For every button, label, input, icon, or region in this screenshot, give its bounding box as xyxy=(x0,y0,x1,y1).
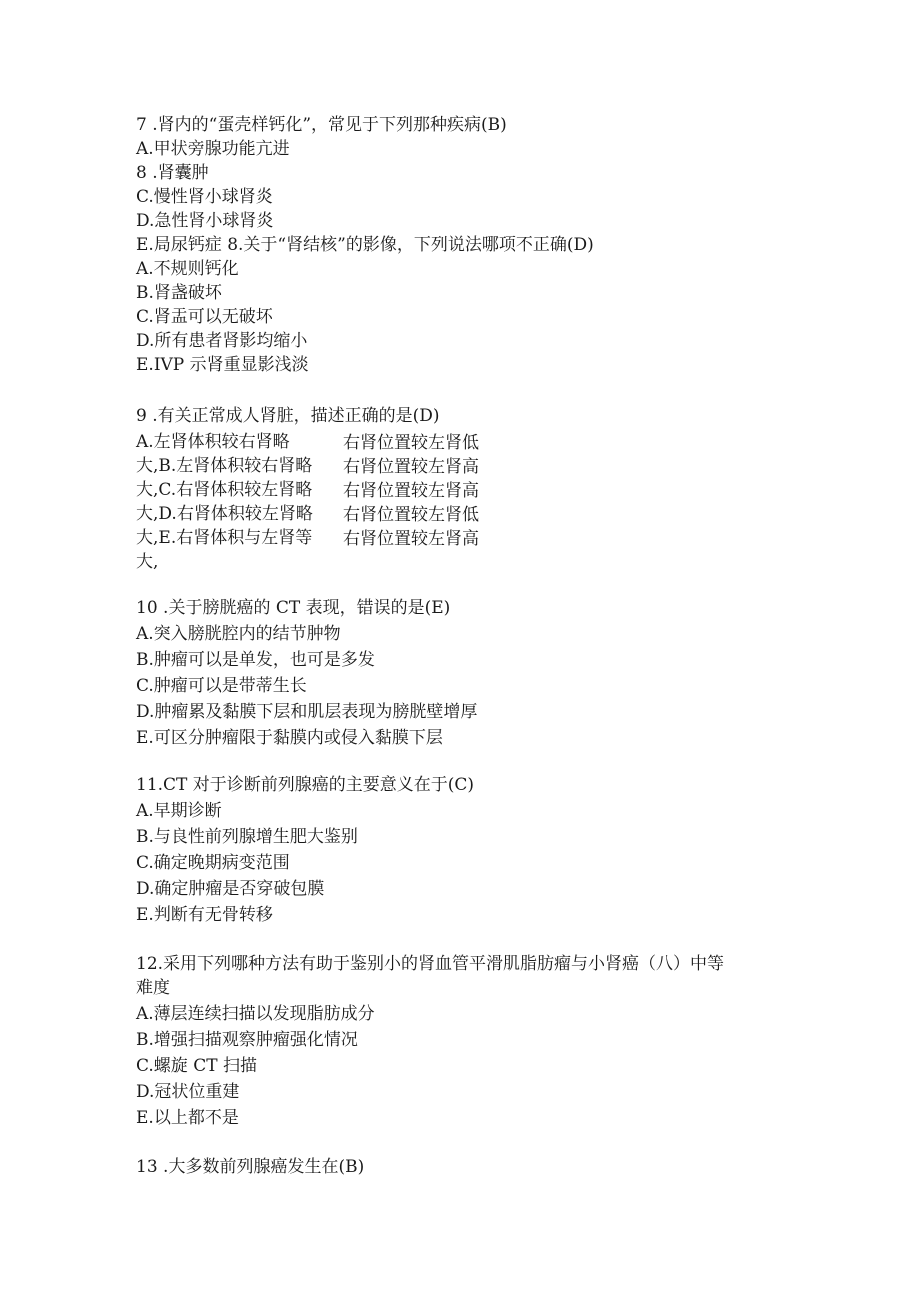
question-9-left-line: 大,C.右肾体积较左肾略 xyxy=(136,480,313,500)
question-7-stem: 7 .肾内的“蛋壳样钙化”，常见于下列那种疾病(B) xyxy=(136,115,507,135)
question-9-right-line: 右肾位置较左肾低 xyxy=(343,505,479,525)
question-12-stem-continued: 难度 xyxy=(136,978,170,998)
question-11-stem: 11.CT 对于诊断前列腺癌的主要意义在于(C) xyxy=(136,775,475,795)
question-9-stem: 9 .有关正常成人肾脏，描述正确的是(D) xyxy=(136,406,440,426)
question-9-left-line: 大,D.右肾体积较左肾略 xyxy=(136,504,313,524)
question-9-right-line: 右肾位置较左肾高 xyxy=(343,529,479,549)
question-9-right-line: 右肾位置较左肾高 xyxy=(343,481,479,501)
question-11-option-b: B.与良性前列腺增生肥大鉴别 xyxy=(136,827,358,847)
question-9-left-line: 大,E.右肾体积与左肾等 xyxy=(136,528,313,548)
question-9-left-line: A.左肾体积较右肾略 xyxy=(136,432,290,452)
question-12-option-e: E.以上都不是 xyxy=(136,1108,239,1128)
question-12-option-d: D.冠状位重建 xyxy=(136,1082,240,1102)
question-10-option-e: E.可区分肿瘤限于黏膜内或侵入黏膜下层 xyxy=(136,728,443,748)
question-11-option-a: A.早期诊断 xyxy=(136,801,222,821)
question-8-option-a: A.不规则钙化 xyxy=(136,259,239,279)
question-11-option-d: D.确定肿瘤是否穿破包膜 xyxy=(136,879,325,899)
question-12-option-a: A.薄层连续扫描以发现脂肪成分 xyxy=(136,1004,375,1024)
question-8-option-c: C.肾盂可以无破坏 xyxy=(136,307,273,327)
question-9-left-line: 大, xyxy=(136,552,159,572)
question-8-option-b: B.肾盏破坏 xyxy=(136,283,222,303)
question-9-right-line: 右肾位置较左肾低 xyxy=(343,433,479,453)
question-11-option-c: C.确定晚期病变范围 xyxy=(136,853,290,873)
question-10-option-a: A.突入膀胱腔内的结节肿物 xyxy=(136,624,341,644)
question-7-option-a: A.甲状旁腺功能亢进 xyxy=(136,139,290,159)
question-10-stem: 10 .关于膀胱癌的 CT 表现，错误的是(E) xyxy=(136,598,451,618)
question-12-stem: 12.采用下列哪种方法有助于鉴别小的肾血管平滑肌脂肪瘤与小肾癌（八）中等 xyxy=(136,954,725,974)
question-12-option-c: C.螺旋 CT 扫描 xyxy=(136,1056,257,1076)
question-10-option-c: C.肿瘤可以是带蒂生长 xyxy=(136,676,307,696)
question-7-option-b: 8 .肾囊肿 xyxy=(136,163,209,183)
question-8-option-d: D.所有患者肾影均缩小 xyxy=(136,331,308,351)
question-12-option-b: B.增强扫描观察肿瘤强化情况 xyxy=(136,1030,358,1050)
question-7-option-e: E.局尿钙症 8.关于“肾结核”的影像，下列说法哪项不正确(D) xyxy=(136,235,594,255)
question-11-option-e: E.判断有无骨转移 xyxy=(136,905,273,925)
question-10-option-d: D.肿瘤累及黏膜下层和肌层表现为膀胱壁增厚 xyxy=(136,702,478,722)
question-9-right-line: 右肾位置较左肾高 xyxy=(343,457,479,477)
question-7-option-c: C.慢性肾小球肾炎 xyxy=(136,187,273,207)
question-10-option-b: B.肿瘤可以是单发，也可是多发 xyxy=(136,650,375,670)
question-7-option-d: D.急性肾小球肾炎 xyxy=(136,211,274,231)
question-8-option-e: E.IVP 示肾重显影浅淡 xyxy=(136,355,309,375)
question-13-stem: 13 .大多数前列腺癌发生在(B) xyxy=(136,1157,365,1177)
question-9-left-line: 大,B.左肾体积较右肾略 xyxy=(136,456,313,476)
